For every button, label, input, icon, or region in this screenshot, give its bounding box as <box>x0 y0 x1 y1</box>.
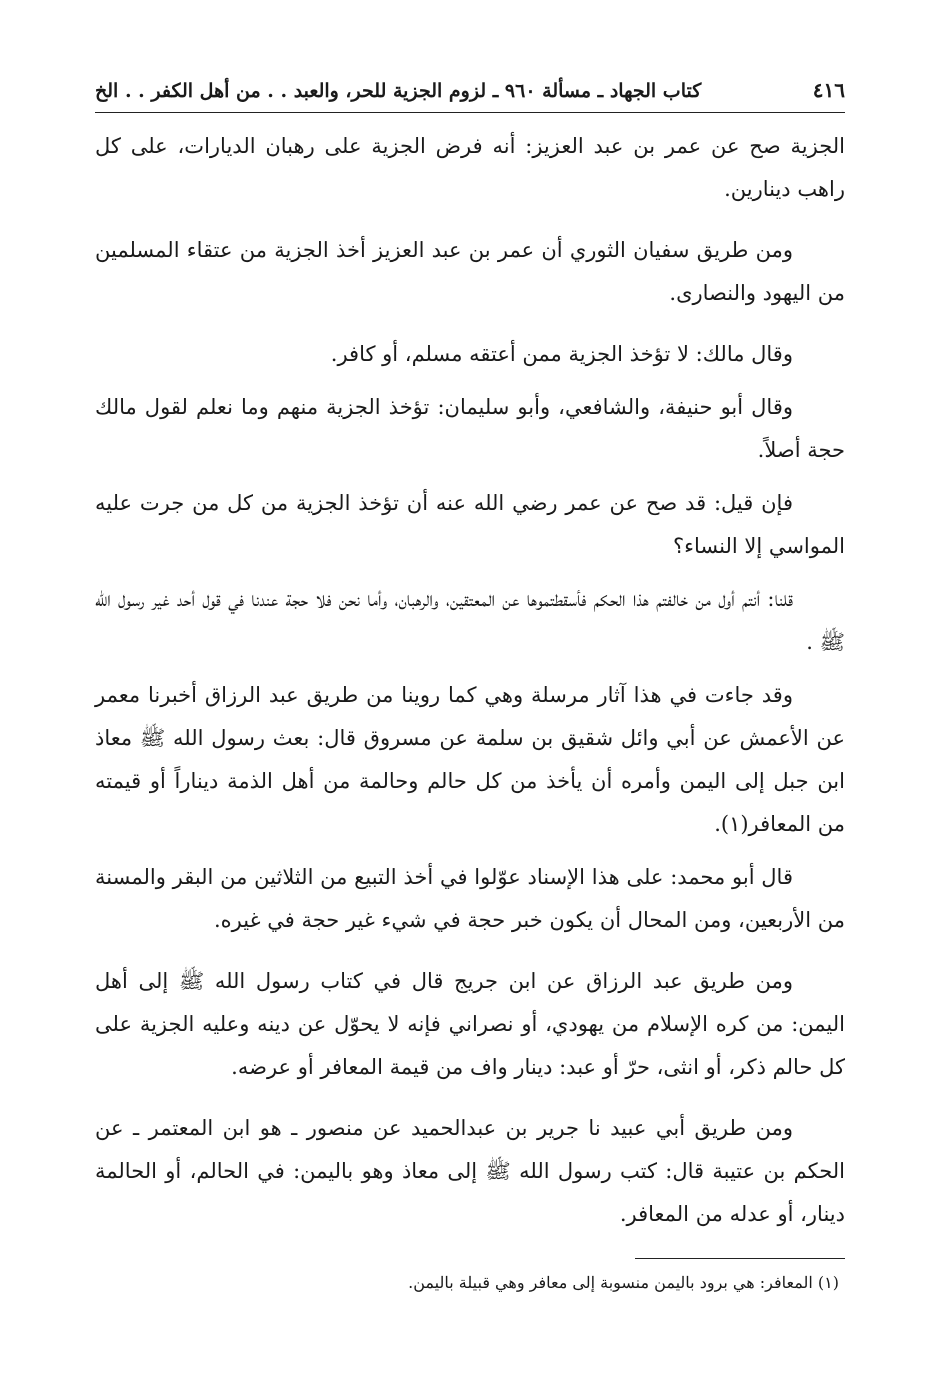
running-title: كتاب الجهاد ـ مسألة ٩٦٠ ـ لزوم الجزية للحر، والعبد . . من أهل الكفر . . الخ <box>95 80 702 102</box>
paragraph: الجزية صح عن عمر بن عبد العزيز: أنه فرض الجزية على رهبان الديارات، على كل راهب دينارين. <box>95 134 845 201</box>
paragraph: فإن قيل: قد صح عن عمر رضي الله عنه أن تؤخذ الجزية من كل من جرت عليه المواسي إلا النساء؟ <box>95 491 845 558</box>
paragraph: وقد جاءت في هذا آثار مرسلة وهي كما روينا من طريق عبد الرزاق أخبرنا معمر عن الأعمش عن أبي وائل شقيق بن سلمة عن مسروق قال: بعث رسول الله ﷺ معاذ ابن جبل إلى اليمن وأمره أن يأخذ من كل حالم وحالمة من أهل الذمة ديناراً أو قيمته من المعافر(١). <box>95 683 845 836</box>
paragraph: ومن طريق سفيان الثوري أن عمر بن عبد العزيز أخذ الجزية من عتقاء المسلمين من اليهود والنصارى. <box>95 238 845 305</box>
footnote: (١) المعافر: هي برود باليمن منسوبة إلى معافر وهي قبيلة باليمن. <box>408 1273 839 1292</box>
page-header <box>95 78 845 112</box>
paragraph: وقال أبو حنيفة، والشافعي، وأبو سليمان: تؤخذ الجزية منهم وما نعلم لقول مالك حجة أصلاً. <box>95 395 845 462</box>
page-number: ٤١٦ <box>812 78 845 102</box>
paragraph: ومن طريق عبد الرزاق عن ابن جريج قال في كتاب رسول الله ﷺ إلى أهل اليمن: من كره الإسلام من يهودي، أو نصراني فإنه لا يحوّل عن دينه وعليه الجزية على كل حالم ذكر، أو انثى، حرّ أو عبد: دينار واف من قيمة المعافر أو عرضه. <box>95 969 845 1079</box>
body-text <box>95 125 845 1236</box>
paragraph: وقال مالك: لا تؤخذ الجزية ممن أعتقه مسلم، أو كافر. <box>330 342 793 366</box>
paragraph: ومن طريق أبي عبيد نا جرير بن عبدالحميد عن منصور ـ هو ابن المعتمر ـ عن الحكم بن عتيبة قال: كتب رسول الله ﷺ إلى معاذ وهو باليمن: في الحالم، أو الحالمة دينار، أو عدله من المعافر. <box>95 1116 845 1226</box>
book-page <box>95 78 845 1297</box>
paragraph: قلنا: أنتم أول من خالفتم هذا الحكم فأسقطتموها عن المعتقين، والرهبان، وأما نحن فلا حجة عندنا في قول أحد غير رسول الله ﷺ . <box>95 587 845 654</box>
header-rule <box>95 112 845 113</box>
paragraph: قال أبو محمد: على هذا الإسناد عوّلوا في أخذ التبيع من الثلاثين من البقر والمسنة من الأربعين، ومن المحال أن يكون خبر حجة في شيء غير حجة في غيره. <box>95 865 845 932</box>
footnote-rule <box>635 1258 845 1259</box>
